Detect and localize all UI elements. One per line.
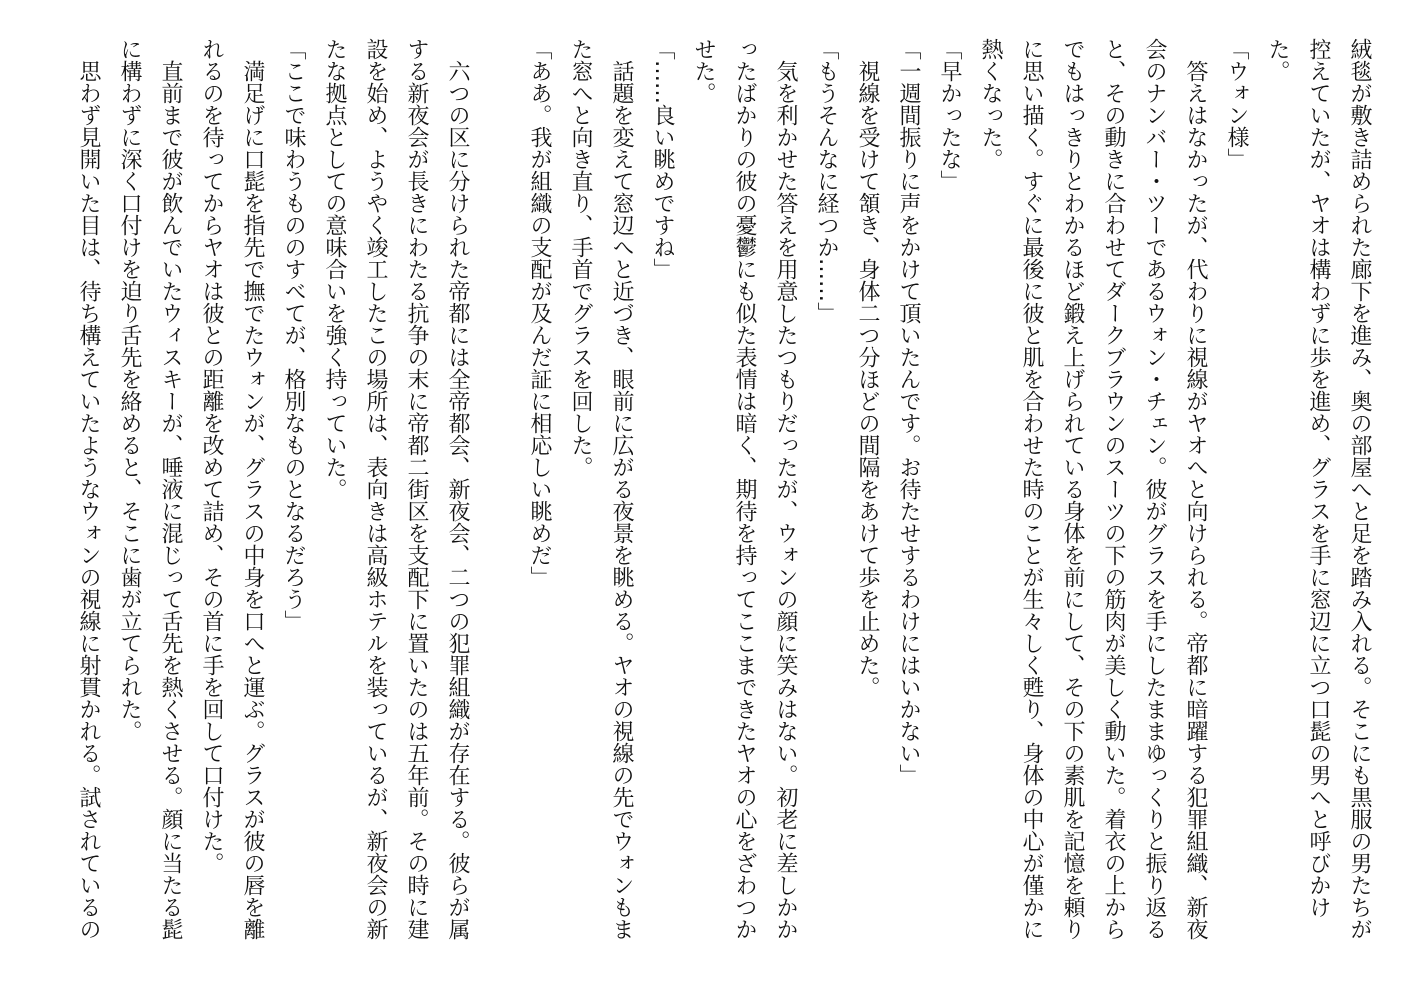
text-line: する新夜会が長きにわたる抗争の末に帝都二街区を支配下に置いたのは五年前。その時に建 (404, 38, 429, 940)
text-line: れるのを待ってからヤオは彼との距離を改めて詰め、その首に手を回して口付けた。 (199, 38, 224, 874)
text-line: 直前まで彼が飲んでいたウィスキーが、唾液に混じって舌先を熱くさせる。顔に当たる髭 (158, 38, 183, 940)
text-line: 絨毯が敷き詰められた廊下を進み、奥の部屋へと足を踏み入れる。そこにも黒服の男たちが (1347, 38, 1372, 940)
text-line: 「ウォン様」 (1224, 38, 1249, 170)
text-line: たな拠点としての意味合いを強く持っていた。 (322, 38, 347, 500)
text-line: 満足げに口髭を指先で撫でたウォンが、グラスの中身を口へと運ぶ。グラスが彼の唇を離 (240, 38, 265, 940)
text-line: た窓へと向き直り、手首でグラスを回した。 (568, 38, 593, 478)
text-line: 「もうそんなに経つか……」 (814, 38, 839, 324)
text-line: でもはっきりとわかるほど鍛え上げられている身体を前にして、その下の素肌を記憶を頼り (1060, 38, 1085, 940)
text-line: と、その動きに合わせてダークブラウンのスーツの下の筋肉が美しく動いた。着衣の上から (1101, 38, 1126, 940)
text-line: 設を始め、ようやく竣工したこの場所は、表向きは高級ホテルを装っているが、新夜会の新 (363, 38, 388, 940)
text-line: 気を利かせた答えを用意したつもりだったが、ウォンの顔に笑みはない。初老に差しかか (773, 38, 798, 940)
blank-line (478, 38, 519, 978)
text-line: 答えはなかったが、代わりに視線がヤオへと向けられる。帝都に暗躍する犯罪組織、新夜 (1183, 38, 1208, 940)
text-line: 「一週間振りに声をかけて頂いたんです。お待たせするわけにはいかない」 (896, 38, 921, 786)
text-line: 熱くなった。 (978, 38, 1003, 170)
text-line: 「ここで味わうもののすべてが、格別なものとなるだろう」 (281, 38, 306, 632)
text-line: に構わずに深く口付けを迫り舌先を絡めると、そこに歯が立てられた。 (117, 38, 142, 742)
text-line: せた。 (691, 38, 716, 104)
text-line: に思い描く。すぐに最後に彼と肌を合わせた時のことが生々しく甦り、身体の中心が僅かに (1019, 38, 1044, 940)
text-line: 「早かったな」 (937, 38, 962, 192)
text-line: 控えていたが、ヤオは構わずに歩を進め、グラスを手に窓辺に立つ口髭の男へと呼びかけ (1306, 38, 1331, 918)
text-line: 会のナンバー・ツーであるウォン・チェン。彼がグラスを手にしたままゆっくりと振り返る (1142, 38, 1167, 940)
text-line: 「ああ。我が組織の支配が及んだ証に相応しい眺めだ」 (527, 38, 552, 588)
vertical-text-block (68, 38, 1380, 978)
text-line: 六つの区に分けられた帝都には全帝都会、新夜会、二つの犯罪組織が存在する。彼らが属 (445, 38, 470, 940)
text-line: ったばかりの彼の憂鬱にも似た表情は暗く、期待を持ってここまできたヤオの心をざわつか (732, 38, 757, 940)
text-line: た。 (1265, 38, 1290, 82)
text-line: 話題を変えて窓辺へと近づき、眼前に広がる夜景を眺める。ヤオの視線の先でウォンもま (609, 38, 634, 940)
text-line: 思わず見開いた目は、待ち構えていたようなウォンの視線に射貫かれる。試されているの (76, 38, 101, 940)
text-line: 視線を受けて頷き、身体二つ分ほどの間隔をあけて歩を止めた。 (855, 38, 880, 698)
text-line: 「……良い眺めですね」 (650, 38, 675, 280)
